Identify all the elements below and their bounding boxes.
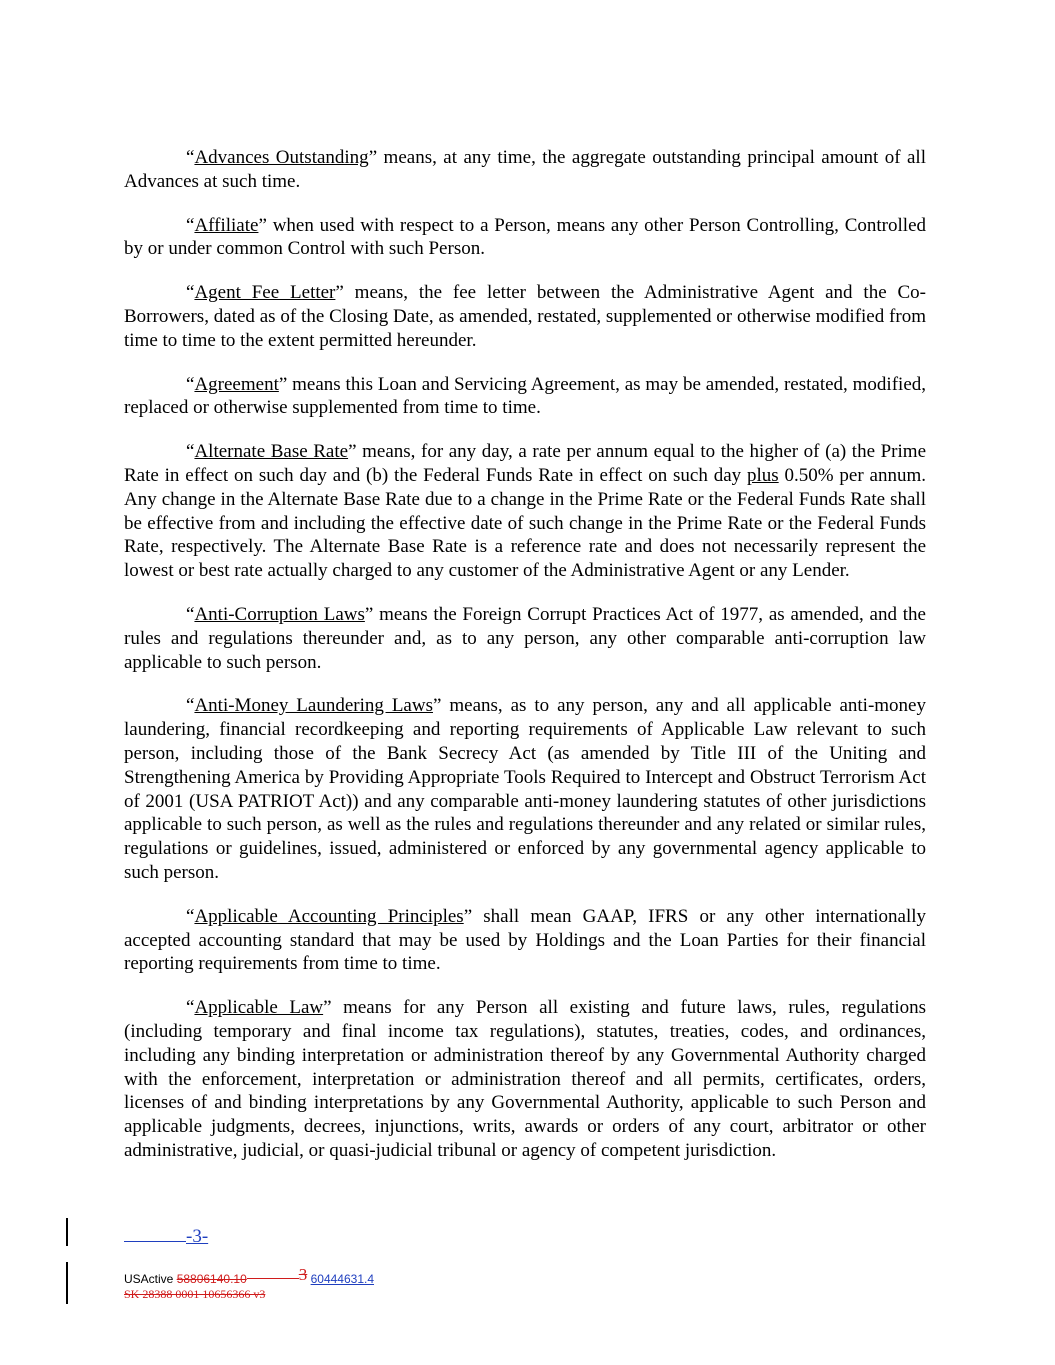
defined-term: Alternate Base Rate [194, 441, 349, 463]
defined-term: Applicable Law [194, 997, 324, 1019]
definition-text: ” means, the fee letter between the Administrative Agent and the Co-Borrowers, dated as of the Closing Date, as amended, restated, supplemented or otherwise modified from time to time to the extent permitted hereunder. [124, 282, 926, 351]
footer-doc-id [124, 1265, 375, 1288]
definition-text-continued: 0.50% per annum. Any change in the Alternate Base Rate due to a change in the Prime Rate or the Federal Funds Rate shall be effective from and including the effective date of such change in the Prime Rate or the Federal Funds Rate, respectively. The Alternate Base Rate is a reference rate and does not necessarily represent the lowest or best rate actually charged to any customer of the Administrative Agent or any Lender. [124, 464, 926, 582]
page-number [124, 1222, 208, 1248]
definition-agent-fee-letter: “Agent Fee Letter” means, the fee letter between the Administrative Agent and the Co-Borrowers, dated as of the Closing Date, as amended, restated, supplemented or otherwise modified from time to time to the extent permitted hereunder. [124, 282, 926, 351]
definition-applicable-law: “Applicable Law” means for any Person all existing and future laws, rules, regulations (including temporary and final income tax regulations), statutes, treaties, codes, and ordinances, including any binding interpretation or administration thereof by any Governmental Authority charged with the enforcement, interpretation or administration thereof and all permits, certificates, orders, licenses of and binding interpretations by any Governmental Authority, applicable to such Person and applicable judgments, decrees, injunctions, writs, awards or orders of any court, arbitrator or other administrative, judicial, or quasi-judicial tribunal or agency of competent jurisdiction. [124, 997, 927, 1161]
definition-affiliate: “Affiliate” when used with respect to a Person, means any other Person Controlling, Controlled by or under common Control with such Person. [124, 214, 926, 260]
defined-term: Anti-Money Laundering Laws [194, 695, 433, 717]
defined-term: Agreement [194, 373, 279, 395]
deleted-doc-id: 58806140.10 [176, 1272, 247, 1286]
defined-term: Applicable Accounting Principles [194, 905, 464, 927]
emphasis-plus: plus [746, 464, 779, 486]
defined-term: Advances Outstanding [194, 147, 369, 168]
definition-agreement: “Agreement” means this Loan and Servicing Agreement, as may be amended, restated, modified, replaced or otherwise supplemented from time to time. [124, 373, 926, 419]
change-bar [66, 1262, 68, 1304]
deleted-page-number: 3 [298, 1265, 308, 1284]
definition-text: ” shall mean GAAP, IFRS or any other internationally accepted accounting standard that may be used by Holdings and the Loan Parties for their financial reporting requirements from time to time. [124, 905, 926, 975]
definition-text: ” means this Loan and Servicing Agreement, as may be amended, restated, modified, replaced or otherwise supplemented from time to time. [124, 373, 926, 419]
definition-text: ” means, at any time, the aggregate outstanding principal amount of all Advances at such time. [124, 147, 926, 192]
defined-term: Anti-Corruption Laws [194, 603, 365, 625]
defined-term: Affiliate [194, 214, 259, 236]
inserted-doc-id: 60444631.4 [310, 1272, 375, 1286]
definition-anti-money-laundering-laws: “Anti-Money Laundering Laws” means, as to any person, any and all applicable anti-money laundering, financial recordkeeping and reporting requirements of Applicable Law relevant to such person, including those of the Bank Secrecy Act (as amended by Title III of the Uniting and Strengthening America by Providing Appropriate Tools Required to Intercept and Obstruct Terrorism Act of 2001 (USA PATRIOT Act)) and any comparable anti-money laundering statutes of other jurisdictions applicable to such person, as well as the rules and regulations thereunder and any related or similar rules, regulations or guidelines, issued, administered or enforced by any governmental agency applicable to such person. [124, 695, 926, 883]
definition-anti-corruption-laws: “Anti-Corruption Laws” means the Foreign Corrupt Practices Act of 1977, as amended, and the rules and regulations thereunder and, as to any person, any other comparable anti-corruption law applicable to such person. [124, 603, 926, 673]
definition-text: ” means, for any day, a rate per annum equal to the higher of (a) the Prime Rate in effect on such day and (b) the Federal Funds Rate in effect on such day [124, 441, 926, 486]
page-number-text: -3- [186, 1226, 209, 1247]
footer-prefix: USActive [124, 1272, 177, 1286]
definition-text: ” means, as to any person, any and all applicable anti-money laundering, financial recordkeeping and reporting requirements of Applicable Law relevant to such person, including those of the Bank Secrecy Act (as amended by Title III of the Uniting and Strengthening America by Providing Appropriate Tools Required to Intercept and Obstruct Terrorism Act of 2001 (USA PATRIOT Act)) and any comparable anti-money laundering statutes of other jurisdictions applicable to such person, as well as the rules and regulations thereunder and any related or similar rules, regulations or guidelines, issued, administered or enforced by any governmental agency applicable to such person. [124, 695, 926, 883]
definition-alternate-base-rate: “Alternate Base Rate” means, for any day, a rate per annum equal to the higher of (a) the Prime Rate in effect on such day and (b) the Federal Funds Rate in effect on such day plus 0.50% per annum. Any change in the Alternate Base Rate due to a change in the Prime Rate or the Federal Funds Rate shall be effective from and including the effective date of such change in the Prime Rate or the Federal Funds Rate, respectively. The Alternate Base Rate is a reference rate and does not necessarily represent the lowest or best rate actually charged to any customer of the Administrative Agent or any Lender. [124, 441, 926, 582]
defined-term: Agent Fee Letter [194, 282, 336, 304]
definition-text: ” when used with respect to a Person, means any other Person Controlling, Controlled by or under common Control with such Person. [124, 214, 926, 260]
deleted-footer-line: SK 28388 0001 10656366 v3 [124, 1287, 266, 1301]
definition-text: ” means for any Person all existing and future laws, rules, regulations (including temporary and final income tax regulations), statutes, treaties, codes, and ordinances, including any binding interpretation or administration thereof by any Governmental Authority charged with the enforcement, interpretation or administration thereof and all permits, certificates, orders, licenses of and binding interpretations by any Governmental Authority, applicable to such Person and applicable judgments, decrees, injunctions, writs, awards or orders of any court, arbitrator or other administrative, judicial, or quasi-judicial tribunal or agency of competent jurisdiction. [124, 997, 927, 1161]
definition-advances-outstanding: “Advances Outstanding” means, at any time, the aggregate outstanding principal amount of all Advances at such time. [124, 147, 926, 192]
change-bar [66, 1218, 68, 1246]
definition-applicable-accounting-principles: “Applicable Accounting Principles” shall mean GAAP, IFRS or any other internationally accepted accounting standard that may be used by Holdings and the Loan Parties for their financial reporting requirements from time to time. [124, 905, 926, 975]
document-body [124, 146, 926, 1183]
definition-text: ” means the Foreign Corrupt Practices Act of 1977, as amended, and the rules and regulations thereunder and, as to any person, any other comparable anti-corruption law applicable to such person. [124, 603, 926, 673]
